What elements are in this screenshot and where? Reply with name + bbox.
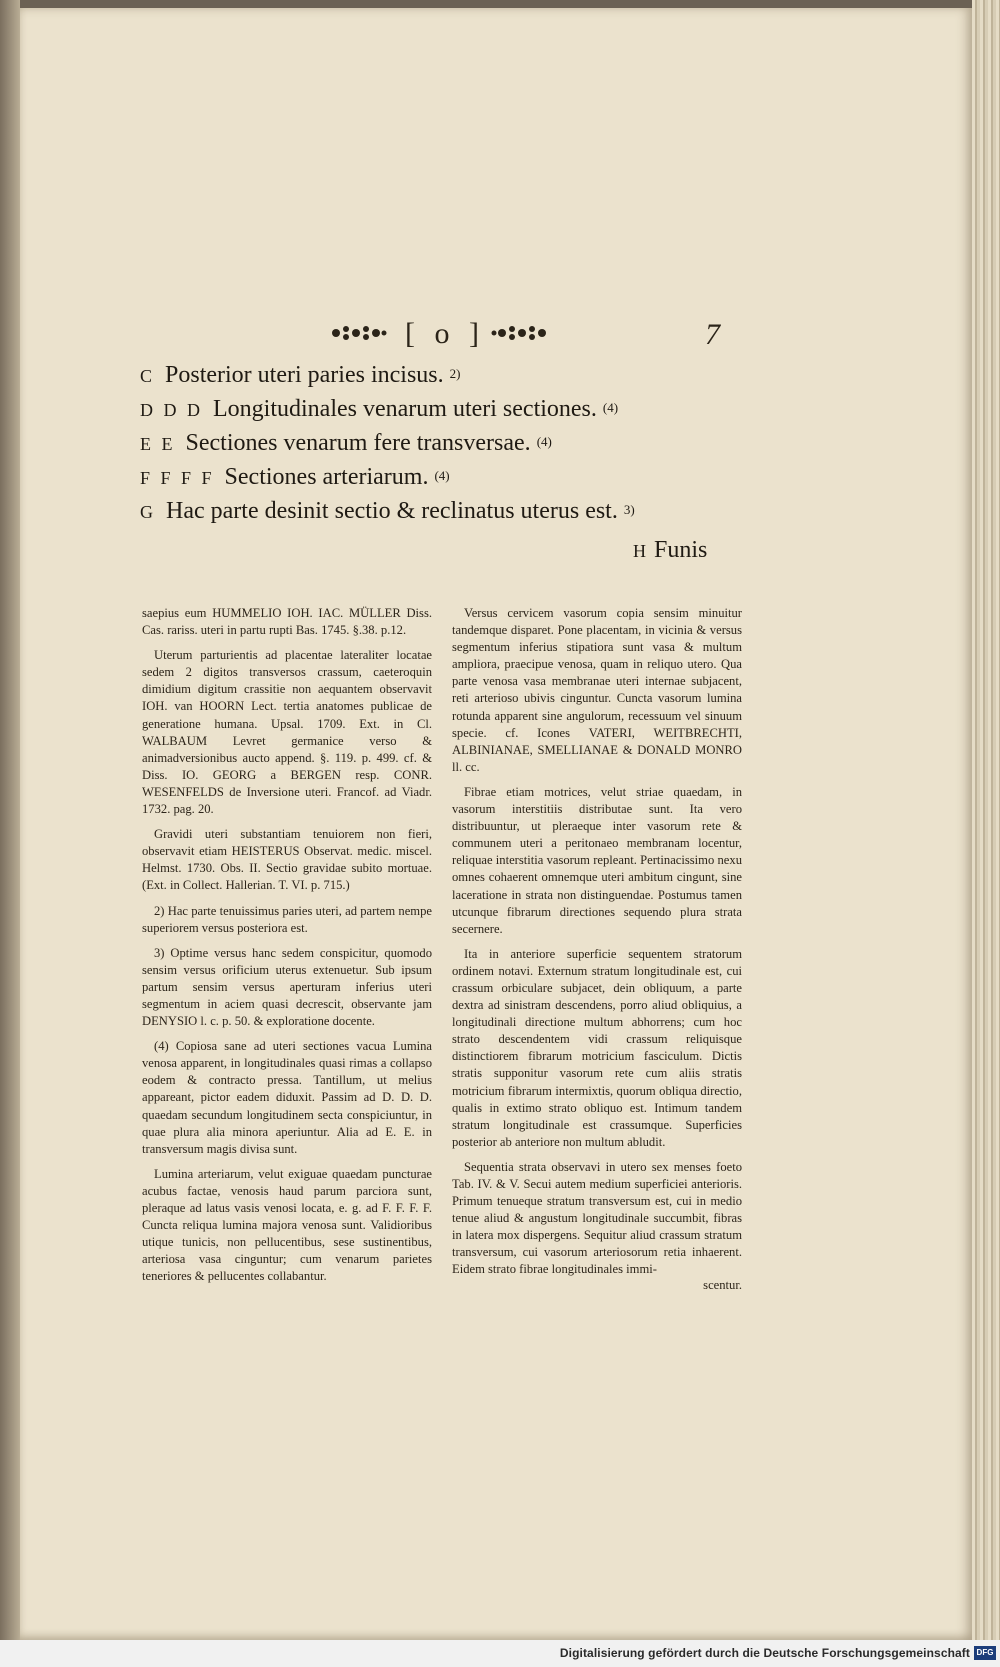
- left-paragraph: saepius eum HUMMELIO IOH. IAC. MÜLLER Diss. Cas. rariss. uteri in partu rupti Bas. 1745. §.38. p.12.: [142, 606, 432, 638]
- ornament-left-icon: [330, 323, 388, 343]
- page-number: 7: [705, 318, 720, 351]
- page-stack-edges: [972, 0, 1000, 1640]
- right-paragraph: Ita in anteriore superficie sequentem stratorum ordinem notavi. Externum stratum longitudinale est, cui crassum orbiculare subjacet, dein obliquum, a parte dextra ad sinistram descendens, porro aliud obliquius, a longitudinali directione multum abhorrens; cum hoc strato descendentem vidi crassum reliquisque distinctiorem fibrarum motricium fasciculum. Dictis stratis supponitur vasorum rete cum aliis stratis motricium fibrarum intermixtis, quorum obliqua directio, qualis in extimo strato obliquo est. Intimum tandem stratum longitudinale est crassumque. Superficies posterior ab anteriore non multum abludit.: [452, 946, 742, 1149]
- book-gutter-edge: [0, 0, 20, 1640]
- legend-note: (4): [536, 434, 552, 449]
- left-paragraph: Uterum parturientis ad placentae lateraliter locatae sedem 2 digitos transversos crassum, caeteroquin dimidium digitum crassitie non aequantem observavit IOH. van HOORN Lect. tertia anatomes publicae de generatione humana. Upsal. 1709. Ext. in Cl. WALBAUM Levret germanice verso & animadversionibus aucto append. §. 119. p. 499. cf. & Diss. IO. GEORG a BERGEN resp. CONR. WESENFELDS de Inversione uteri. Francof. ad Viadr. 1732. pag. 20.: [142, 648, 432, 817]
- legend-letters: E E: [140, 434, 176, 454]
- legend-note: (4): [434, 468, 450, 483]
- column-catchword: scentur.: [703, 1277, 742, 1292]
- legend-note: 2): [449, 366, 461, 381]
- legend-letters: D D D: [140, 400, 203, 420]
- legend-item: [140, 362, 780, 396]
- right-paragraph: Sequentia strata observavi in utero sex menses foeto Tab. IV. & V. Secui autem medium superficiei anterioris. Primum tenueque stratum transversum est, cui in medio tenue aliud & angustum longitudinale succumbit, fibras in latera mox dispergens. Sequitur aliud crassum stratum transversum, cui vasorum arteriosorum retia inhaerent. Eidem strato fibrae longitudinales immi-: [452, 1159, 742, 1277]
- legend-text: Hac parte desinit sectio & reclinatus uterus est.: [166, 498, 618, 524]
- footer-credit: Digitalisierung gefördert durch die Deutsche Forschungsgemeinschaft: [559, 1646, 970, 1660]
- legend-letters: F F F F: [140, 468, 215, 488]
- legend-item: [140, 430, 780, 464]
- right-column: [452, 605, 742, 1294]
- figure-legend: [140, 362, 780, 532]
- catchword-letter: H: [633, 541, 646, 561]
- catchword: [633, 537, 707, 564]
- catchword-word: Funis: [654, 537, 708, 563]
- legend-text: Sectiones venarum fere transversae.: [185, 430, 531, 456]
- left-paragraph: 2) Hac parte tenuissimus paries uteri, ad partem nempe superiorem versus posteriora est.: [142, 903, 432, 935]
- legend-letters: C: [140, 366, 156, 386]
- legend-text: Sectiones arteriarum.: [224, 464, 429, 490]
- right-paragraph: Fibrae etiam motrices, velut striae quaedam, in vasorum interstitiis distributae sunt. Ita vero distribuuntur, ut pleraeque inter vasorum rete & communem uteri a peritonaeo membranam locentur, reliquae interstitia vasorum repleant. Pertinacissimo nexu omnes cohaerent omnemque uteri ambitum cingunt, sine laceratione in strata non distinguendae. Postumus tamen utcunque fibrarum directiones sequendo plura strata secernere.: [452, 784, 742, 936]
- dfg-logo-icon: DFG: [974, 1646, 996, 1660]
- legend-item: [140, 396, 780, 430]
- page-header: [330, 317, 690, 357]
- legend-note: (4): [602, 400, 619, 415]
- left-paragraph: Gravidi uteri substantiam tenuiorem non fieri, observavit etiam HEISTERUS Observat. medic. miscel. Helmst. 1730. Obs. II. Sectio gravidae subito mortuae. (Ext. in Collect. Hallerian. T. VI. p. 715.): [142, 827, 432, 893]
- legend-text: Longitudinales venarum uteri sectiones.: [213, 396, 597, 422]
- page-signature: [ o ]: [405, 317, 485, 350]
- left-paragraph: 3) Optime versus hanc sedem conspicitur, quomodo sensim versus orificium uterus extenuetur. Sub ipsum partum sensim versus aperturam inferius uteri segmentum in aciem quasi decrescit, observante jam DENYSIO l. c. p. 50. & exploratione docente.: [142, 945, 432, 1029]
- legend-letters: G: [140, 502, 156, 522]
- legend-text: Posterior uteri paries incisus.: [165, 362, 444, 388]
- left-paragraph: (4) Copiosa sane ad uteri sectiones vacua Lumina venosa apparent, in longitudinales quasi rimas a collapso eodem & contracto pressa. Tantillum, ut melius appareant, pictor eadem diduxit. Passim ad D. D. D. quaedam secundum longitudinem secta conspiciuntur, in quae plura alia minora aperiuntur. Alia ad E. E. in transversum magis divisa sunt.: [142, 1039, 432, 1156]
- ornament-right-icon: [490, 323, 548, 343]
- digitization-footer: [0, 1640, 1000, 1667]
- right-paragraph: Versus cervicem vasorum copia sensim minuitur tandemque disparet. Pone placentam, in vicinia & versus segmentum inferius stipatiora sunt vasa & multum ampliora, praecipue venosa, quam in reliquo utero. Qua parte venosa vasa membranae uteri internae subjacent, reti arterioso ubivis cinguntur. Cuncta vasorum lumina rotunda apparent sine angulorum, recessuum vel sinuum specie. cf. Icones VATERI, WEITBRECHTI, ALBINIANAE, SMELLIANAE & DONALD MONRO ll. cc.: [452, 606, 742, 774]
- legend-item: [140, 464, 780, 498]
- left-paragraph: Lumina arteriarum, velut exiguae quaedam puncturae acubus factae, venosis haud parum parciora sunt, pleraque ad latus vasis venosi locata, e. g. ad F. F. F. F. Cuncta reliqua lumina majora venosa sunt. Validioribus utique tunicis, non pellucentibus, sese sustinentibus, arteriosa vasa cinguntur; cum venarum parietes teneriores & pellucentes collabantur.: [142, 1166, 432, 1284]
- left-column: [142, 605, 432, 1285]
- legend-item: [140, 498, 780, 532]
- legend-note: 3): [623, 502, 635, 517]
